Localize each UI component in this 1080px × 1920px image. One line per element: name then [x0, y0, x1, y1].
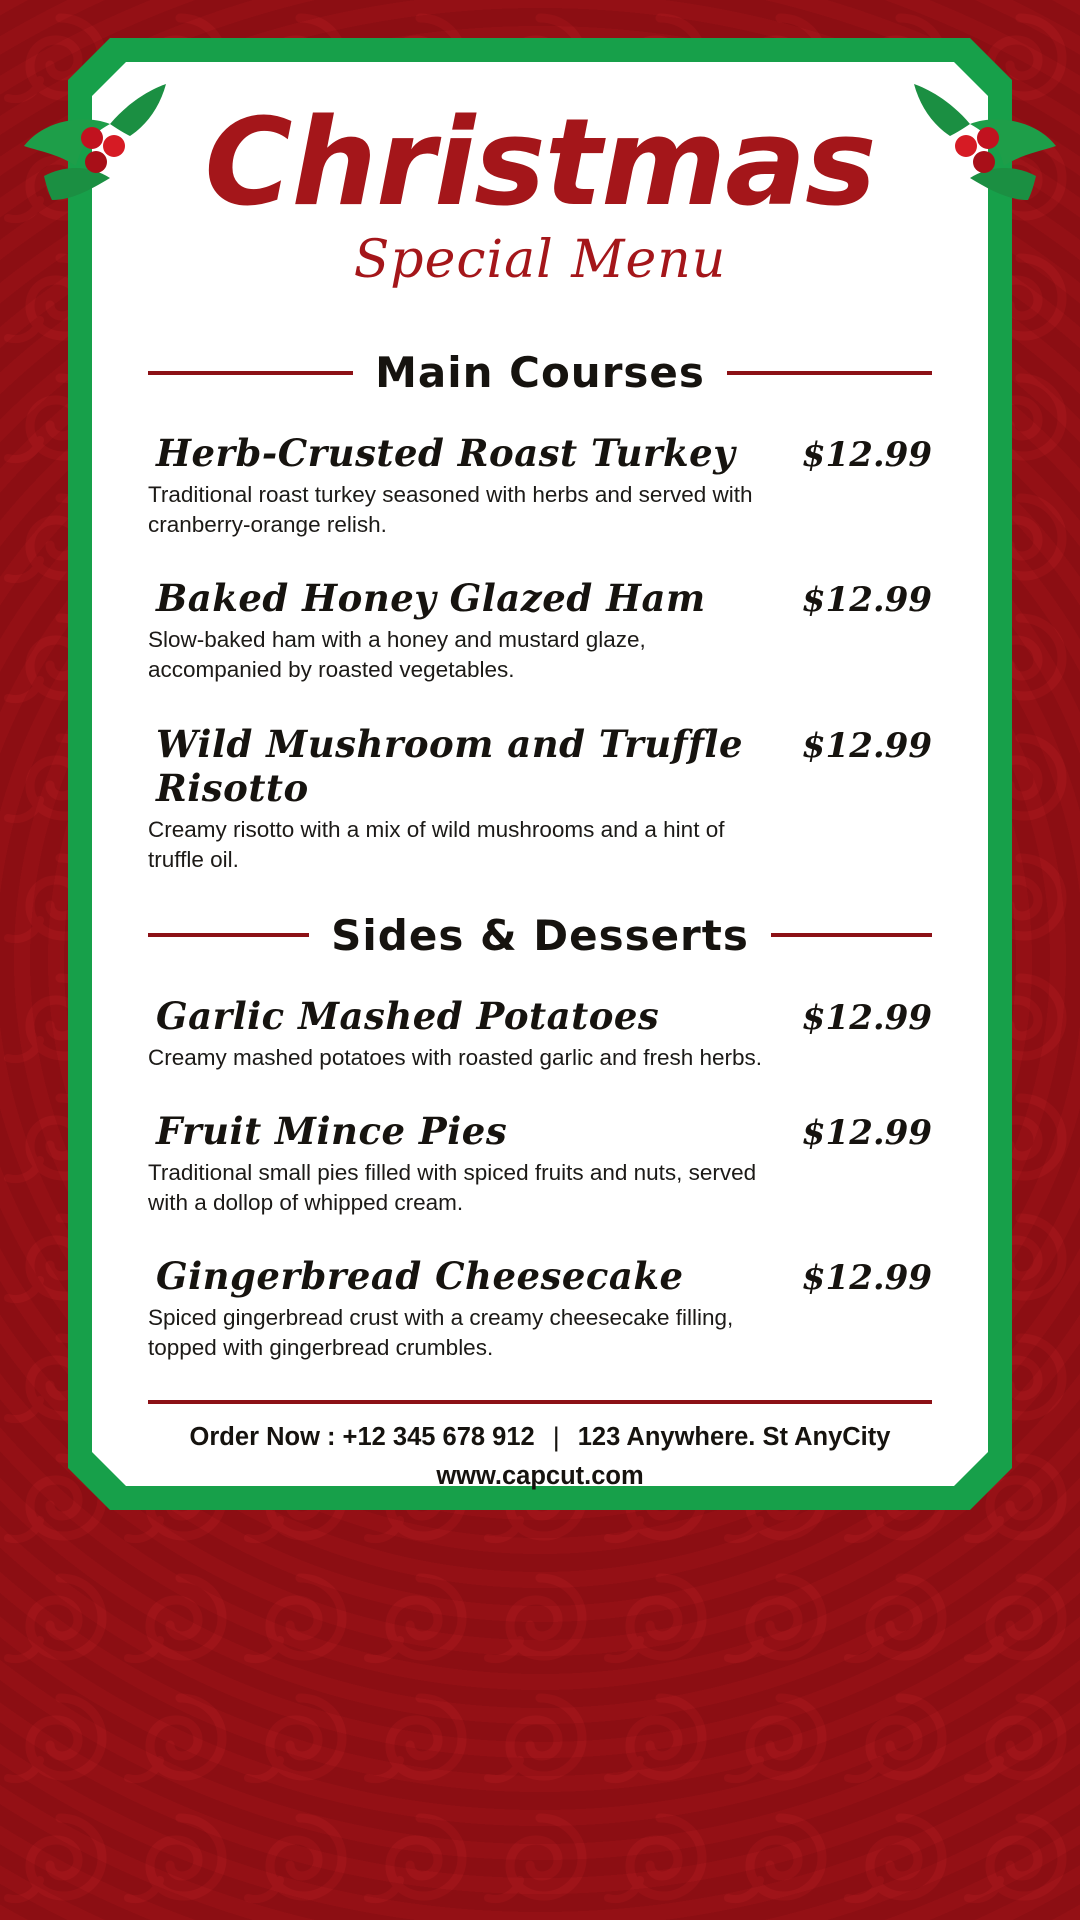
address-text: 123 Anywhere. St AnyCity — [577, 1422, 891, 1451]
menu-item-name: Herb-Crusted Roast Turkey — [156, 431, 736, 475]
rule-left — [148, 933, 309, 937]
menu-items-sides-desserts — [148, 994, 932, 1364]
menu-item-price: $12.99 — [801, 725, 932, 766]
menu-item-price: $12.99 — [801, 997, 932, 1038]
menu-item-description: Spiced gingerbread crust with a creamy cheesecake filling, topped with gingerbread crumbles. — [148, 1305, 734, 1361]
rule-left — [148, 371, 353, 375]
footer-separator: | — [552, 1421, 560, 1452]
rule-right — [727, 371, 932, 375]
menu-item-name: Gingerbread Cheesecake — [156, 1254, 684, 1299]
website-link[interactable]: www.capcut.com — [436, 1461, 644, 1490]
menu-item-description: Slow-baked ham with a honey and mustard glaze, accompanied by roasted vegetables. — [148, 627, 646, 683]
menu-item[interactable] — [148, 994, 932, 1073]
menu-item-description: Creamy risotto with a mix of wild mushrooms and a hint of truffle oil. — [148, 816, 725, 872]
menu-item-name: Baked Honey Glazed Ham — [156, 576, 706, 621]
section-header-sides-desserts — [148, 911, 932, 960]
order-now-text[interactable]: Order Now : +12 345 678 912 — [189, 1422, 535, 1451]
page-subtitle: Special Menu — [353, 230, 727, 290]
menu-item-price: $12.99 — [801, 1112, 932, 1153]
menu-item-description: Traditional roast turkey seasoned with herbs and served with cranberry-orange relish. — [148, 482, 753, 538]
menu-item-name: Fruit Mince Pies — [156, 1108, 508, 1153]
menu-item-description: Creamy mashed potatoes with roasted garlic and fresh herbs. — [148, 1044, 763, 1070]
page-title: Christmas — [204, 94, 876, 233]
menu-item-name: Wild Mushroom and Truffle Risotto — [156, 721, 744, 810]
footer-divider — [148, 1400, 932, 1404]
menu-item-price: $12.99 — [801, 1258, 932, 1299]
footer — [148, 1422, 932, 1491]
section-title: Sides & Desserts — [331, 910, 749, 960]
menu-item-price: $12.99 — [801, 435, 932, 475]
menu-item[interactable] — [148, 431, 932, 540]
menu-items-main-courses — [148, 431, 932, 875]
rule-right — [771, 933, 932, 937]
section-title: Main Courses — [375, 348, 705, 397]
menu-item-description: Traditional small pies filled with spiced fruits and nuts, served with a dollop of whipped cream. — [148, 1159, 757, 1216]
menu-content — [92, 62, 988, 1490]
menu-item[interactable] — [148, 576, 932, 685]
section-header-main-courses — [148, 348, 932, 397]
menu-item-name: Garlic Mashed Potatoes — [156, 993, 660, 1038]
menu-item[interactable] — [148, 722, 932, 875]
menu-item[interactable] — [148, 1254, 932, 1363]
menu-item[interactable] — [148, 1109, 932, 1218]
menu-item-price: $12.99 — [801, 580, 932, 621]
